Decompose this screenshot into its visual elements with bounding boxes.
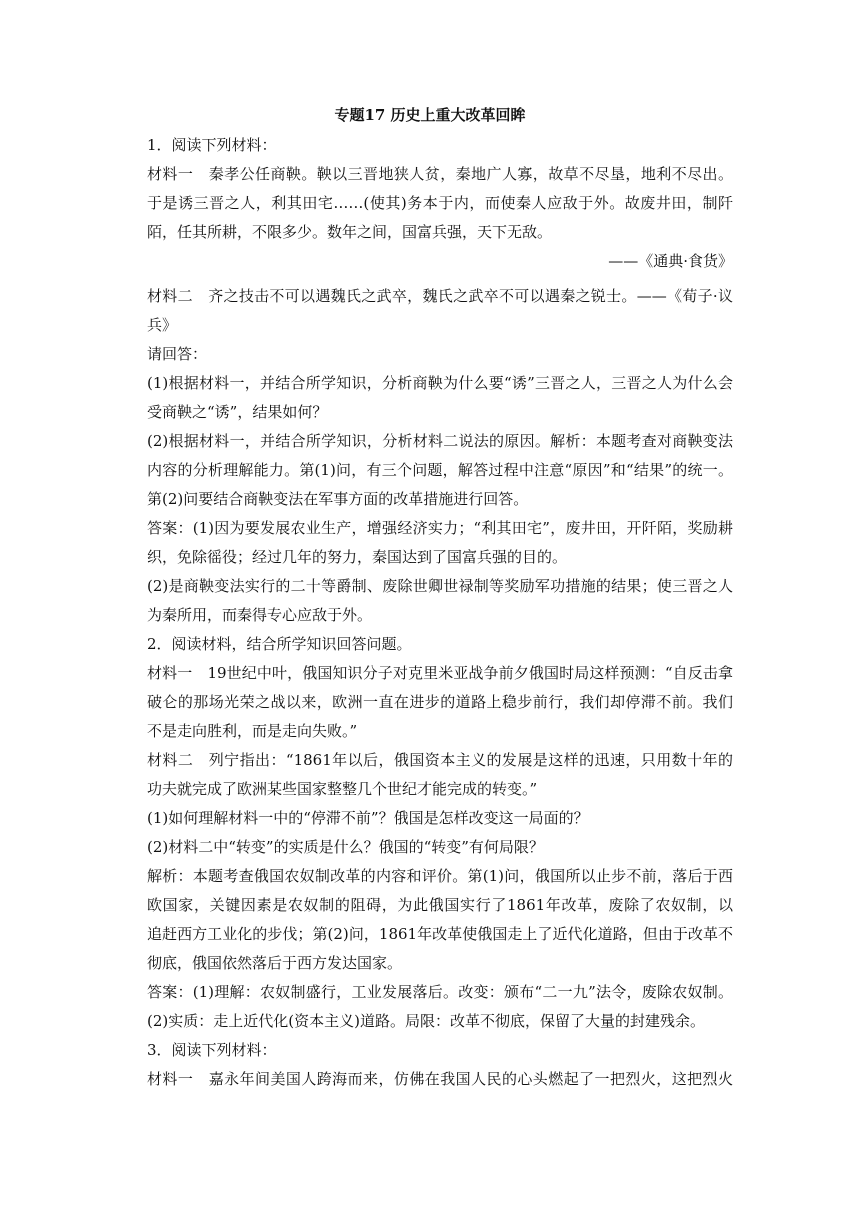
text-line: 内容的分析理解能力。第(1)问，有三个问题，解答过程中注意“原因”和“结果”的统一。	[147, 461, 733, 479]
text-line: 请回答：	[147, 345, 208, 363]
source-citation: ——《通典·食货》	[608, 252, 733, 270]
text-line: 第(2)问要结合商鞅变法在军事方面的改革措施进行回答。	[147, 490, 529, 508]
text-line: (2)是商鞅变法实行的二十等爵制、废除世卿世禄制等奖励军功措施的结果；使三晋之人	[147, 577, 733, 595]
text-line: 功夫就完成了欧洲某些国家整整几个世纪才能完成的转变。”	[147, 780, 538, 798]
text-line: 于是诱三晋之人，利其田宅……(使其)务本于内，而使秦人应敌于外。故废井田，制阡	[147, 194, 733, 212]
text-line: 破仑的那场光荣之战以来，欧洲一直在进步的道路上稳步前行，我们却停滞不前。我们	[147, 693, 733, 711]
text-line: 材料一 秦孝公任商鞅。鞅以三晋地狭人贫，秦地广人寡，故草不尽垦，地利不尽出。	[147, 165, 733, 183]
text-line: 答案：(1)因为要发展农业生产，增强经济实力；“利其田宅”，废井田，开阡陌，奖励耕	[147, 519, 733, 537]
text-line: 追赶西方工业化的步伐；第(2)问，1861年改革使俄国走上了近代化道路，但由于改革不	[147, 925, 733, 943]
text-line: 材料一 19世纪中叶，俄国知识分子对克里米亚战争前夕俄国时局这样预测：“自反击拿	[147, 664, 733, 682]
question-3-heading: 3．阅读下列材料：	[147, 1041, 277, 1059]
text-line: (1)如何理解材料一中的“停滞不前”？俄国是怎样改变这一局面的？	[147, 809, 589, 827]
text-line: 欧国家，关键因素是农奴制的阻碍，为此俄国实行了1861年改革，废除了农奴制，以	[147, 896, 733, 914]
text-line: 陌，任其所耕，不限多少。数年之间，国富兵强，天下无敌。	[147, 223, 553, 241]
text-line: 材料二 齐之技击不可以遇魏氏之武卒，魏氏之武卒不可以遇秦之锐士。——《荀子·议	[147, 287, 733, 305]
text-line: (2)实质：走上近代化(资本主义)道路。局限：改革不彻底，保留了大量的封建残余。	[147, 1012, 705, 1030]
document-title: 专题17 历史上重大改革回眸	[334, 106, 526, 124]
text-line: (1)根据材料一，并结合所学知识，分析商鞅为什么要“诱”三晋之人，三晋之人为什么会	[147, 374, 733, 392]
text-line: 受商鞅之“诱”，结果如何？	[147, 403, 328, 421]
text-line: 彻底，俄国依然落后于西方发达国家。	[147, 954, 403, 972]
text-line: (2)材料二中“转变”的实质是什么？俄国的“转变”有何局限？	[147, 838, 544, 856]
text-line: 答案：(1)理解：农奴制盛行，工业发展落后。改变：颁布“二一九”法令，废除农奴制。	[147, 983, 733, 1001]
text-line: 材料一 嘉永年间美国人跨海而来，仿佛在我国人民的心头燃起了一把烈火，这把烈火	[147, 1070, 733, 1088]
question-2-heading: 2．阅读材料，结合所学知识回答问题。	[147, 635, 412, 653]
text-line: 不是走向胜利，而是走向失败。”	[147, 722, 358, 740]
text-line: 兵》	[147, 316, 178, 334]
text-line: 解析：本题考查俄国农奴制改革的内容和评价。第(1)问，俄国所以止步不前，落后于西	[147, 867, 733, 885]
text-line: 材料二 列宁指出：“1861年以后，俄国资本主义的发展是这样的迅速，只用数十年的	[147, 751, 733, 769]
text-line: 织，免除徭役；经过几年的努力，秦国达到了国富兵强的目的。	[147, 548, 568, 566]
text-line: (2)根据材料一，并结合所学知识，分析材料二说法的原因。解析：本题考查对商鞅变法	[147, 432, 733, 450]
question-1-heading: 1．阅读下列材料：	[147, 136, 277, 154]
text-line: 为秦所用，而秦得专心应敌于外。	[147, 606, 373, 624]
